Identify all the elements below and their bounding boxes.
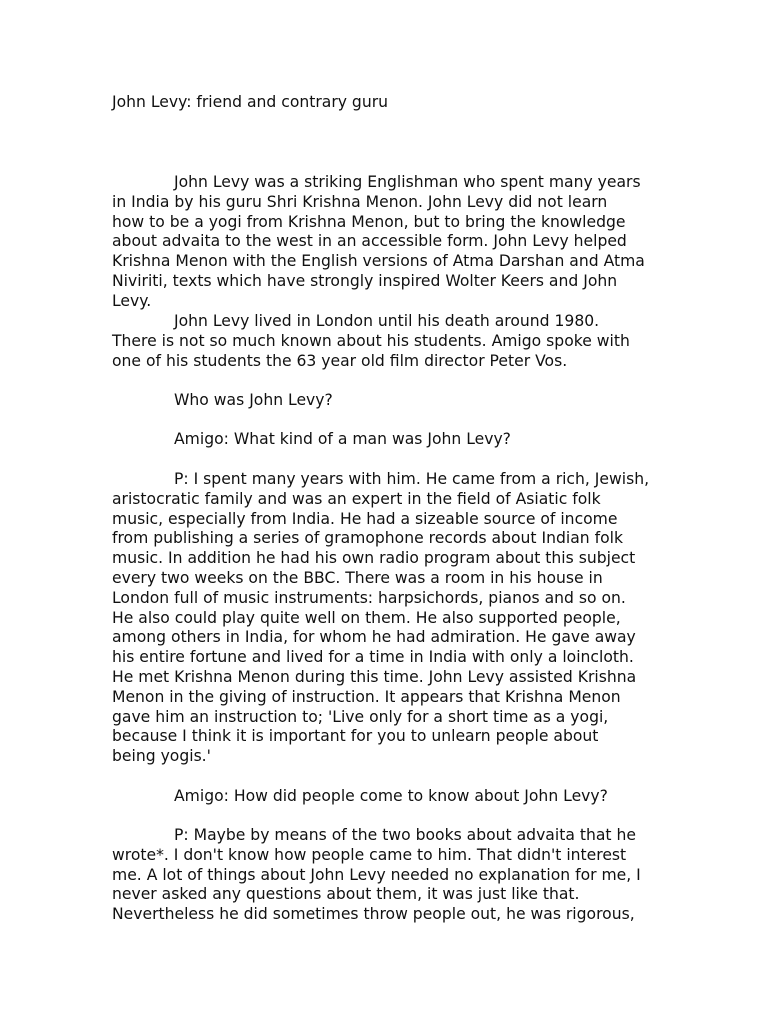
text-line: about advaita to the west in an accessible form. John Levy helped bbox=[112, 232, 627, 251]
text-line: Amigo: How did people come to know about John Levy? bbox=[174, 787, 608, 805]
text-line: me. A lot of things about John Levy needed no explanation for me, I bbox=[112, 865, 641, 884]
paragraph-intro bbox=[112, 173, 645, 312]
text-line: because I think it is important for you to unlearn people about bbox=[112, 727, 599, 746]
text-line: in India by his guru Shri Krishna Menon. John Levy did not learn bbox=[112, 192, 608, 211]
text-line: being yogis.' bbox=[112, 747, 211, 766]
interview-answer bbox=[112, 470, 649, 767]
document-title: John Levy: friend and contrary guru bbox=[112, 93, 389, 111]
text-line: John Levy lived in London until his death around 1980. bbox=[174, 312, 600, 330]
text-line: wrote*. I don't know how people came to him. That didn't interest bbox=[112, 845, 627, 864]
text-line: aristocratic family and was an expert in the field of Asiatic folk bbox=[112, 489, 601, 508]
text-line: music, especially from India. He had a sizeable source of income bbox=[112, 509, 618, 528]
text-line: music. In addition he had his own radio program about this subject bbox=[112, 549, 636, 568]
text-line: There is not so much known about his students. Amigo spoke with bbox=[112, 331, 630, 350]
interview-question bbox=[112, 430, 511, 450]
text-line: one of his students the 63 year old film director Peter Vos. bbox=[112, 351, 568, 370]
text-line: gave him an instruction to; 'Live only for a short time as a yogi, bbox=[112, 707, 609, 726]
section-heading bbox=[112, 391, 333, 411]
text-line: Who was John Levy? bbox=[174, 391, 333, 409]
text-line: among others in India, for whom he had admiration. He gave away bbox=[112, 628, 636, 647]
text-line: from publishing a series of gramophone records about Indian folk bbox=[112, 529, 623, 548]
text-line: Amigo: What kind of a man was John Levy? bbox=[174, 430, 511, 448]
interview-question bbox=[112, 787, 608, 807]
text-line: his entire fortune and lived for a time in India with only a loincloth. bbox=[112, 648, 634, 667]
text-line: P: I spent many years with him. He came from a rich, Jewish, bbox=[174, 470, 650, 488]
interview-answer bbox=[112, 826, 641, 925]
text-line: Niviriti, texts which have strongly inspired Wolter Keers and John bbox=[112, 271, 618, 290]
text-line: He also could play quite well on them. He also supported people, bbox=[112, 608, 621, 627]
text-line: John Levy was a striking Englishman who spent many years bbox=[174, 173, 641, 191]
text-line: Krishna Menon with the English versions of Atma Darshan and Atma bbox=[112, 252, 645, 271]
paragraph-london bbox=[112, 312, 630, 371]
text-line: never asked any questions about them, it was just like that. bbox=[112, 885, 580, 904]
text-line: London full of music instruments: harpsichords, pianos and so on. bbox=[112, 588, 626, 607]
text-line: Menon in the giving of instruction. It appears that Krishna Menon bbox=[112, 687, 621, 706]
text-line: Nevertheless he did sometimes throw people out, he was rigorous, bbox=[112, 905, 635, 924]
text-line: He met Krishna Menon during this time. John Levy assisted Krishna bbox=[112, 667, 637, 686]
text-line: how to be a yogi from Krishna Menon, but to bring the knowledge bbox=[112, 212, 626, 231]
text-line: every two weeks on the BBC. There was a room in his house in bbox=[112, 568, 603, 587]
text-line: Levy. bbox=[112, 291, 152, 310]
text-line: P: Maybe by means of the two books about advaita that he bbox=[174, 826, 636, 844]
